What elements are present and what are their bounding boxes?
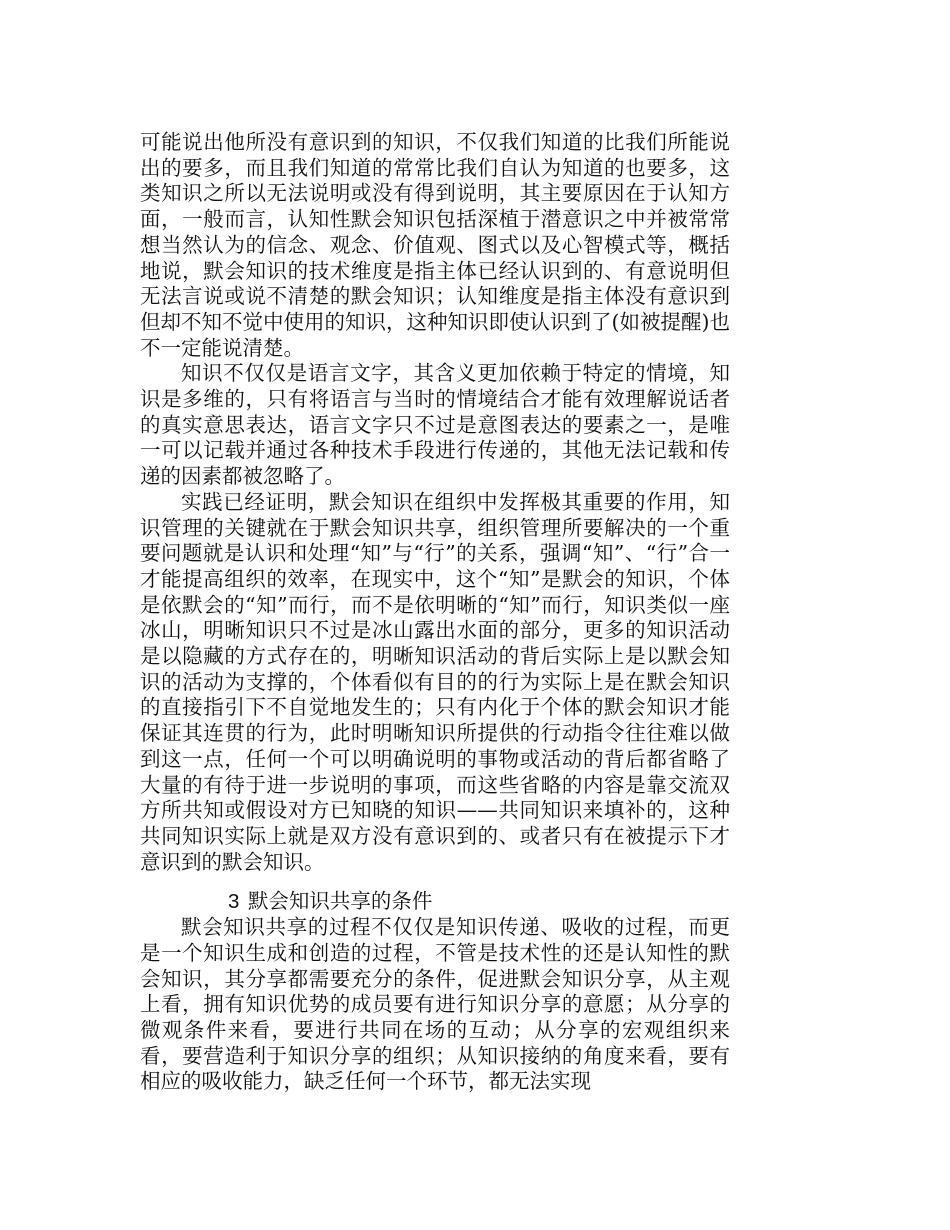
section-title: 默会知识共享的条件 <box>247 889 433 914</box>
paragraph-practice-proves: 实践已经证明，默会知识在组织中发挥极其重要的作用，知识管理的关键就在于默会知识共享，组织管理所要解决的一个重要问题就是认识和处理“知”与“行”的关系，强调“知”、“行”合一才能提高组织的效率，在现实中，这个“知”是默会的知识，个体是依默会的“知”而行，而不是依明晰的“知”而行，知识类似一座冰山，明晰知识只不过是冰山露出水面的部分，更多的知识活动是以隐藏的方式存在的，明晰知识活动的背后实际上是以默会知识的活动为支撑的，个体看似有目的的行为实际上是在默会知识的直接指引下不自觉地发生的；只有内化于个体的默会知识才能保证其连贯的行为，此时明晰知识所提供的行动指令往往难以做到这一点，任何一个可以明确说明的事物或活动的背后都省略了大量的有待于进一步说明的事项，而这些省略的内容是靠交流双方所共知或假设对方已知晓的知识——共同知识来填补的，这种共同知识实际上就是双方没有意识到的、或者只有在被提示下才意识到的默会知识。 <box>140 489 730 874</box>
body-text-upper <box>140 130 730 1095</box>
paragraph-sharing-conditions: 默会知识共享的过程不仅仅是知识传递、吸收的过程，而更是一个知识生成和创造的过程，不管是技术性的还是认知性的默会知识，其分享都需要充分的条件，促进默会知识分享，从主观上看，拥有知识优势的成员要有进行知识分享的意愿；从分享的微观条件来看，要进行共同在场的互动；从分享的宏观组织来看，要营造利于知识分享的组织；从知识接纳的角度来看，要有相应的吸收能力，缺乏任何一个环节，都无法实现 <box>140 915 730 1094</box>
section-number: 3 <box>228 890 240 914</box>
paragraph-continuation: 可能说出他所没有意识到的知识，不仅我们知道的比我们所能说出的要多，而且我们知道的常常比我们自认为知道的也要多，这类知识之所以无法说明或没有得到说明，其主要原因在于认知方面，一般而言，认知性默会知识包括深植于潜意识之中并被常常想当然认为的信念、观念、价值观、图式以及心智模式等，概括地说，默会知识的技术维度是指主体已经认识到的、有意说明但无法言说或说不清楚的默会知识；认知维度是指主体没有意识到但却不知不觉中使用的知识，这种知识即使认识到了(如被提醒)也不一定能说清楚。 <box>140 130 730 360</box>
paragraph-knowledge-context: 知识不仅仅是语言文字，其含义更加依赖于特定的情境，知识是多维的，只有将语言与当时的情境结合才能有效理解说话者的真实意思表达，语言文字只不过是意图表达的要素之一，是唯一可以记载并通过各种技术手段进行传递的，其他无法记载和传递的因素都被忽略了。 <box>140 361 730 489</box>
section-heading <box>140 889 730 915</box>
